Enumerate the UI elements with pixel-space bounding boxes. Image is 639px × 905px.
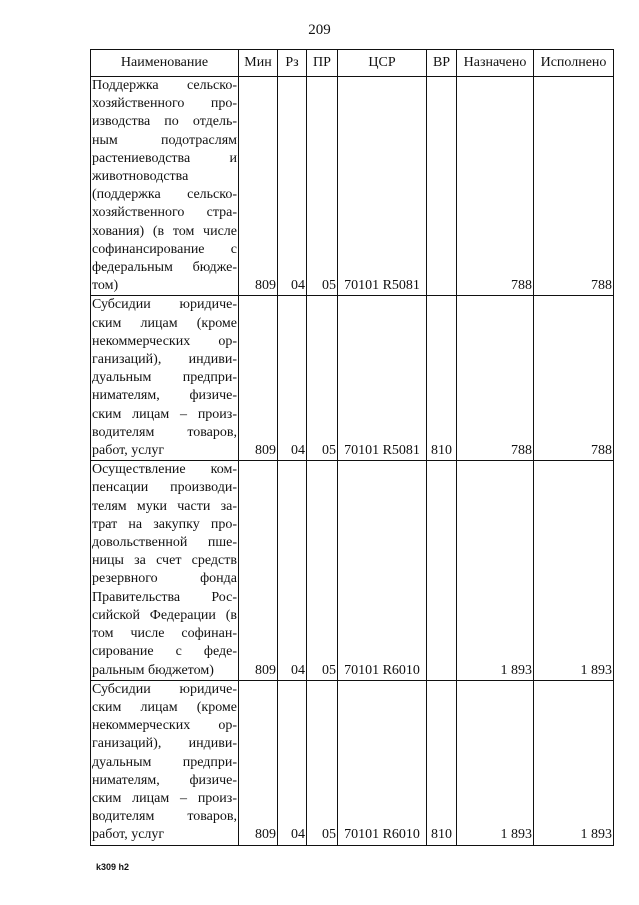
row-rz: 04 xyxy=(278,680,307,845)
row-ved: 809 xyxy=(239,296,278,461)
row-name: Поддержка сельско-хозяйственного про-изводства по отдель-ным подотраслям растениеводства и животноводства (поддержка сельско-хозяйственного стра-хования) (в том числе софинансирование с федеральным бюдже-том) xyxy=(91,77,239,296)
row-pr: 05 xyxy=(307,461,338,680)
row-vr xyxy=(427,77,457,296)
row-executed: 1 893 xyxy=(534,461,614,680)
budget-table xyxy=(90,49,614,846)
row-ved: 809 xyxy=(239,77,278,296)
row-vr: 810 xyxy=(427,296,457,461)
row-vr: 810 xyxy=(427,680,457,845)
row-planned: 788 xyxy=(457,296,534,461)
header-ved: Мин xyxy=(239,50,278,77)
table-header-row xyxy=(91,50,614,77)
row-name: Осуществление ком-пенсации производи-телям муки части за-трат на закупку про-довольственной пше-ницы за счет средств резервного фонда Правительства Рос-сийской Федерации (в том числе софинан-сирование с феде-ральным бюджетом) xyxy=(91,461,239,680)
page-number: 209 xyxy=(308,22,331,38)
table-row xyxy=(91,296,614,461)
header-name: Наименование xyxy=(91,50,239,77)
row-name: Субсидии юридиче-ским лицам (кроме некоммерческих ор-ганизаций), индиви-дуальным предпри-нимателям, физиче-ским лицам – произ-водителям товаров, работ, услуг xyxy=(91,680,239,845)
row-planned: 788 xyxy=(457,77,534,296)
row-vr xyxy=(427,461,457,680)
row-pr: 05 xyxy=(307,77,338,296)
row-executed: 1 893 xyxy=(534,680,614,845)
row-csr: 70101 R6010 xyxy=(338,680,427,845)
row-csr: 70101 R5081 xyxy=(338,296,427,461)
row-rz: 04 xyxy=(278,77,307,296)
row-executed: 788 xyxy=(534,77,614,296)
row-pr: 05 xyxy=(307,296,338,461)
header-rz: Рз xyxy=(278,50,307,77)
header-planned: Назначено xyxy=(457,50,534,77)
row-executed: 788 xyxy=(534,296,614,461)
row-rz: 04 xyxy=(278,296,307,461)
row-ved: 809 xyxy=(239,680,278,845)
row-csr: 70101 R6010 xyxy=(338,461,427,680)
footer-code: k309 h2 xyxy=(96,862,130,872)
header-vr: ВР xyxy=(427,50,457,77)
row-pr: 05 xyxy=(307,680,338,845)
row-planned: 1 893 xyxy=(457,680,534,845)
table-row xyxy=(91,680,614,845)
header-executed: Исполнено xyxy=(534,50,614,77)
row-csr: 70101 R5081 xyxy=(338,77,427,296)
row-planned: 1 893 xyxy=(457,461,534,680)
table-row xyxy=(91,77,614,296)
header-csr: ЦСР xyxy=(338,50,427,77)
row-rz: 04 xyxy=(278,461,307,680)
row-name: Субсидии юридиче-ским лицам (кроме некоммерческих ор-ганизаций), индиви-дуальным предпри-нимателям, физиче-ским лицам – произ-водителям товаров, работ, услуг xyxy=(91,296,239,461)
header-pr: ПР xyxy=(307,50,338,77)
row-ved: 809 xyxy=(239,461,278,680)
table-row xyxy=(91,461,614,680)
